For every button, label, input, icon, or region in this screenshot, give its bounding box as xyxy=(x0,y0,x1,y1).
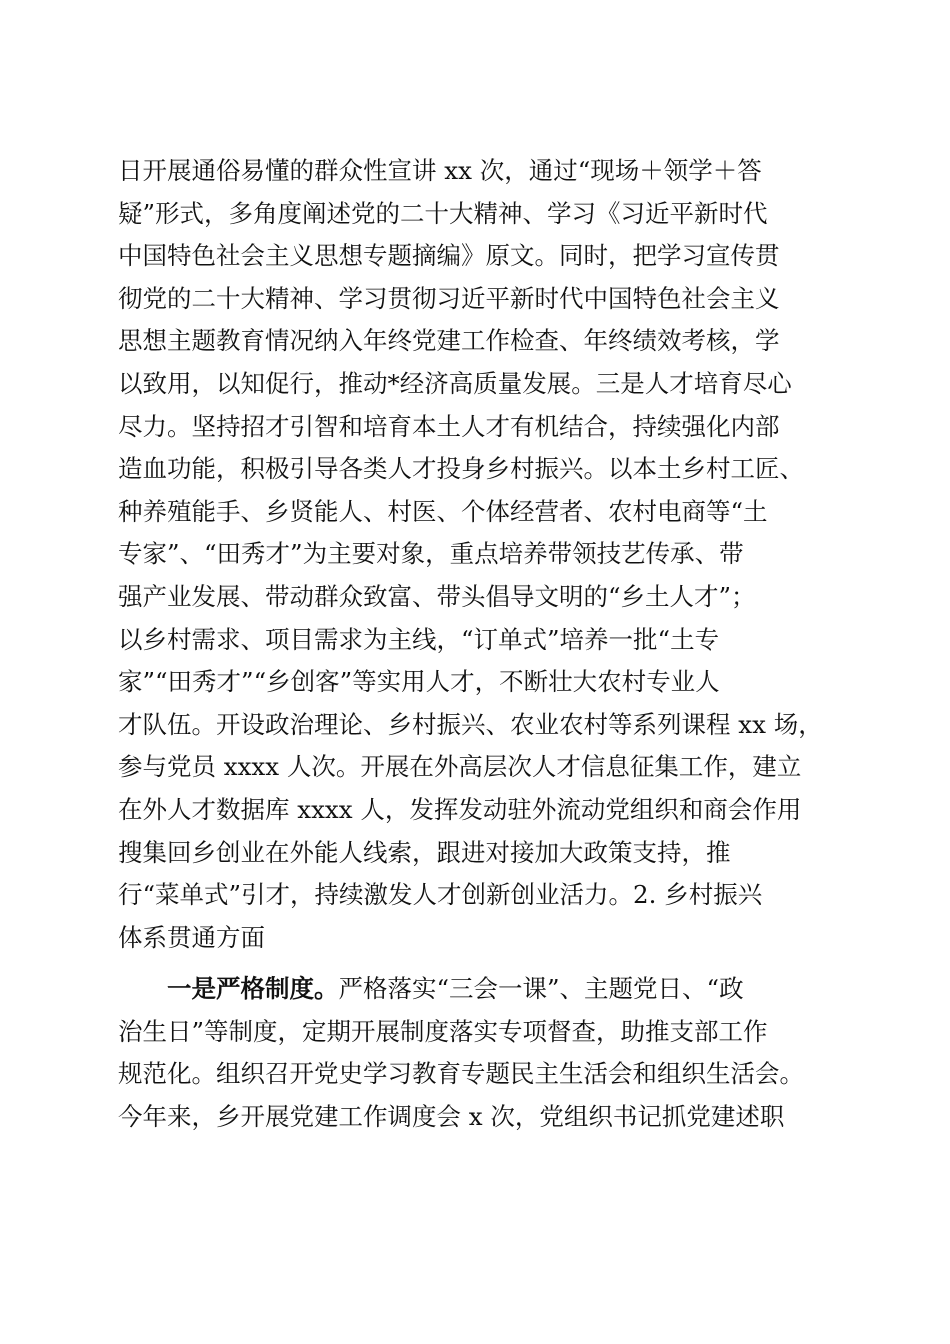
text-line: 家”“田秀才”“乡创客”等实用人才，不断壮大农村专业人 xyxy=(118,667,720,697)
text-line: 彻党的二十大精神、学习贯彻习近平新时代中国特色社会主义 xyxy=(118,283,780,313)
text-line: 强产业发展、带动群众致富、带头倡导文明的“乡土人才”； xyxy=(118,581,756,611)
paragraph-talent-training xyxy=(118,150,838,959)
bold-lead-text: 一是严格制度。 xyxy=(167,974,339,1004)
text-line: 种养殖能手、乡贤能人、村医、个体经营者、农村电商等“土 xyxy=(118,496,768,526)
text-line: 中国特色社会主义思想专题摘编》原文。同时，把学习宣传贯 xyxy=(118,241,780,271)
section-heading-line: 体系贯通方面 xyxy=(118,922,265,952)
text-line: 专家”、“田秀才”为主要对象，重点培养带领技艺传承、带 xyxy=(118,539,744,569)
text-line: 疑”形式，多角度阐述党的二十大精神、学习《习近平新时代 xyxy=(118,198,768,228)
text-line: 以乡村需求、项目需求为主线，“订单式”培养一批“土专 xyxy=(118,624,720,654)
text-line: 规范化。组织召开党史学习教育专题民主生活会和组织生活会。 xyxy=(118,1059,804,1089)
text-line: 思想主题教育情况纳入年终党建工作检查、年终绩效考核，学 xyxy=(118,326,780,356)
text-line: 行“菜单式”引才，持续激发人才创新创业活力。2. 乡村振兴 xyxy=(118,880,763,910)
text-line: 治生日”等制度，定期开展制度落实专项督查，助推支部工作 xyxy=(118,1016,768,1046)
lead-line-text: 严格落实“三会一课”、主题党日、“政 xyxy=(338,974,744,1004)
body-text xyxy=(118,150,838,1139)
text-line: 日开展通俗易懂的群众性宣讲 xx 次，通过“现场＋领学＋答 xyxy=(118,156,762,185)
text-line: 搜集回乡创业在外能人线索，跟进对接加大政策支持，推 xyxy=(118,837,731,867)
text-line: 才队伍。开设政治理论、乡村振兴、农业农村等系列课程 xx 场， xyxy=(118,709,823,739)
text-line: 今年来，乡开展党建工作调度会 x 次，党组织书记抓党建述职 xyxy=(118,1102,785,1132)
text-line: 以致用，以知促行，推动*经济高质量发展。三是人才培育尽心 xyxy=(118,368,792,398)
text-line xyxy=(118,968,838,1011)
text-line: 造血功能，积极引导各类人才投身乡村振兴。以本土乡村工匠、 xyxy=(118,454,804,484)
text-line: 参与党员 xxxx 人次。开展在外高层次人才信息征集工作，建立 xyxy=(118,752,802,782)
text-line: 在外人才数据库 xxxx 人，发挥发动驻外流动党组织和商会作用 xyxy=(118,794,802,824)
paragraph-strict-system xyxy=(118,968,838,1138)
text-line: 尽力。坚持招才引智和培育本土人才有机结合，持续强化内部 xyxy=(118,411,780,441)
